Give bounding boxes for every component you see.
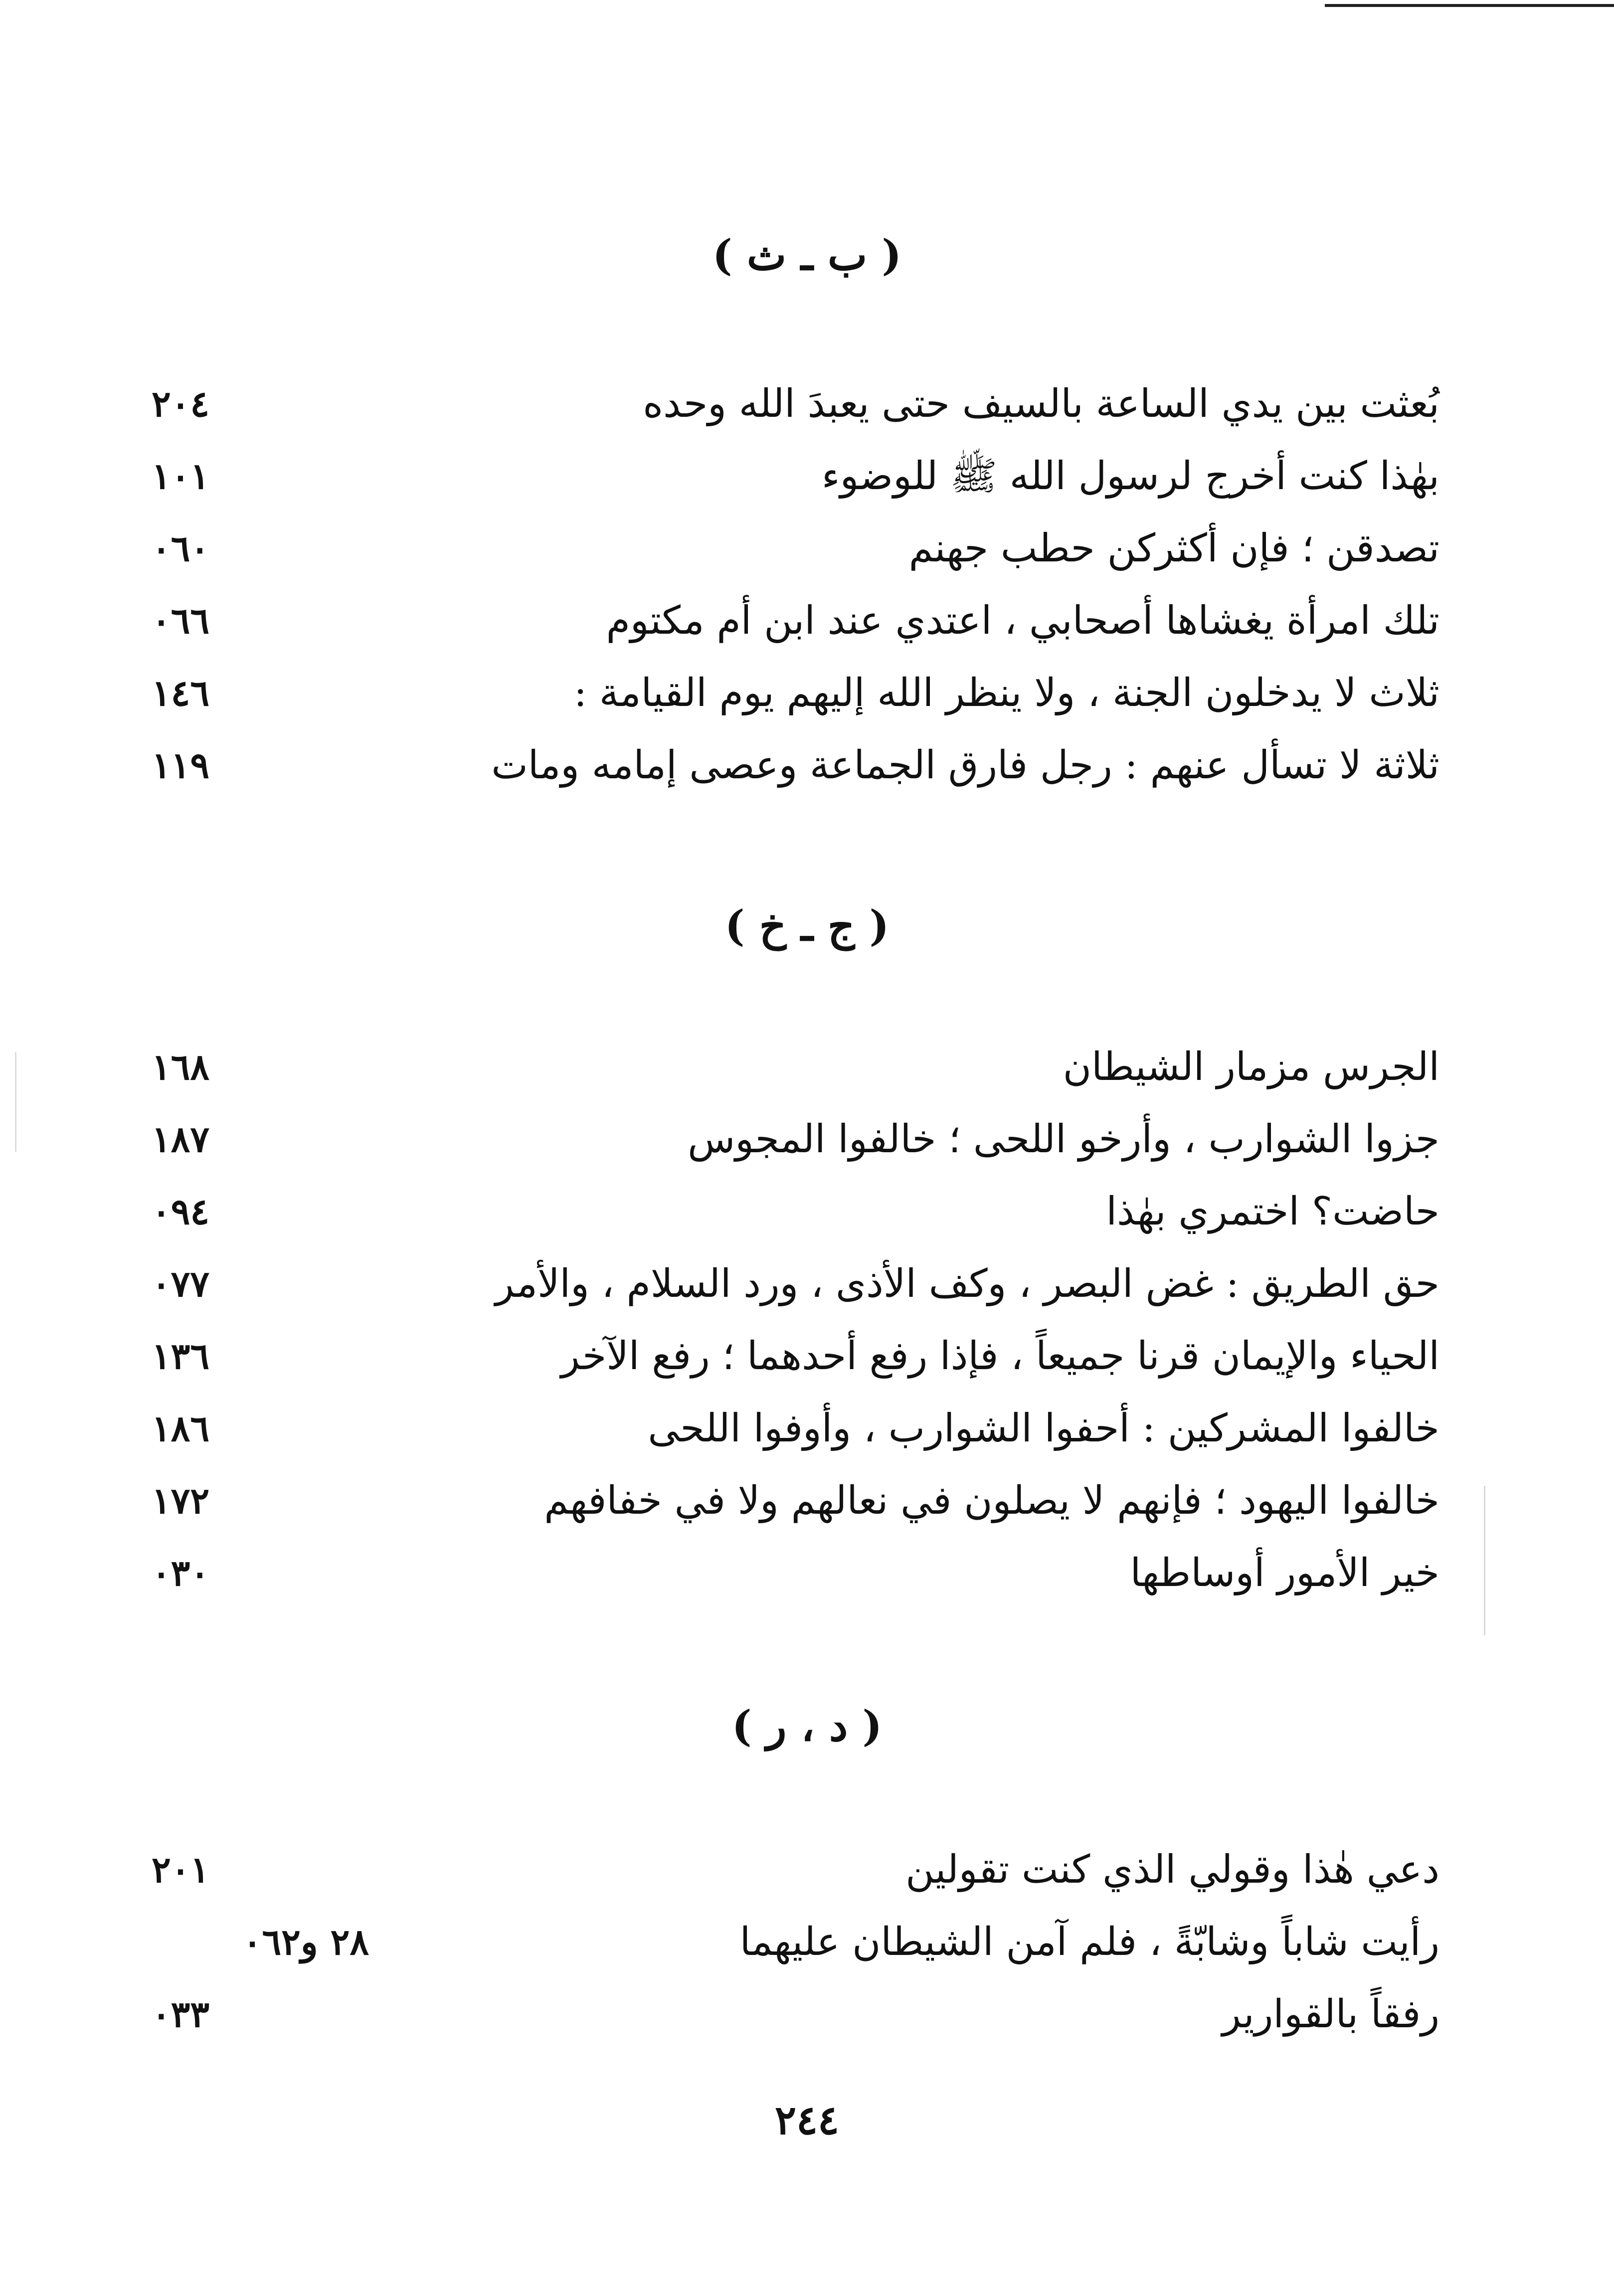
index-entry [0,586,1614,656]
hadith-text: الحياء والإيمان قرنا جميعاً ، فإذا رفع أحدهما ؛ رفع الآخر [560,1334,1439,1379]
hadith-text: بُعثت بين يدي الساعة بالسيف حتى يعبدَ الله وحده [643,381,1439,426]
page-reference: ١٨٦ [151,1407,209,1449]
hadith-text: تلك امرأة يغشاها أصحابي ، اعتدي عند ابن أم مكتوم [606,598,1439,643]
page-reference: ٠٧٧ [151,1262,209,1305]
hadith-text: بهٰذا كنت أخرج لرسول الله ﷺ للوضوء [821,454,1439,499]
page-reference: ١٠١ [151,455,209,497]
index-entry [0,369,1614,439]
page-reference: ٢٨ و٠٦٢ [242,1921,369,1963]
hadith-text: رأيت شاباً وشابّةً ، فلم آمن الشيطان عليهما [739,1920,1439,1964]
hadith-text: الجرس مزمار الشيطان [1063,1045,1439,1089]
page-reference: ٠٣٣ [151,1993,209,2035]
index-entry [0,1249,1614,1319]
index-entry [0,514,1614,583]
page-reference: ١٨٧ [151,1118,209,1160]
hadith-text: خالفوا اليهود ؛ فإنهم لا يصلون في نعالهم ولا في خفافهم [544,1478,1439,1523]
index-entry [0,1835,1614,1905]
page-reference: ١٧٢ [151,1479,209,1522]
page-reference: ٢٠٤ [151,382,209,425]
hadith-text: رفقاً بالقوارير [1222,1992,1439,2037]
hadith-text: خير الأمور أوساطها [1130,1551,1439,1595]
top-rule [1325,4,1614,7]
page-reference: ١١٩ [151,744,209,786]
page-reference: ١٦٨ [151,1046,209,1088]
index-entry [0,1466,1614,1536]
section-heading-ba-tha: ( ب ـ ث ) [712,230,902,280]
page-reference: ١٣٦ [151,1335,209,1377]
page-reference: ٠٣٠ [151,1552,209,1594]
index-entry [0,1177,1614,1246]
index-entry [0,441,1614,511]
index-entry [0,1321,1614,1391]
hadith-text: ثلاثة لا تسأل عنهم : رجل فارق الجماعة وعصى إمامه ومات [491,743,1439,788]
page-number: ٢٤٤ [775,2097,839,2143]
section-heading-dal-ra: ( د ، ر ) [731,1701,883,1751]
page-reference: ٠٦٦ [151,599,209,642]
hadith-text: خالفوا المشركين : أحفوا الشوارب ، وأوفوا اللحى [648,1406,1439,1451]
page-reference: ٠٩٤ [151,1190,209,1233]
page-reference: ١٤٦ [151,672,209,714]
hadith-text: تصدقن ؛ فإن أكثركن حطب جهنم [908,526,1439,571]
index-entry [0,1979,1614,2049]
page-reference: ٢٠١ [151,1848,209,1891]
index-entry [0,1538,1614,1608]
index-entry [0,1032,1614,1102]
section-heading-jim-kha: ( ج ـ خ ) [724,901,890,950]
index-entry [0,1104,1614,1174]
page-reference: ٠٦٠ [151,527,209,569]
hadith-text: دعي هٰذا وقولي الذي كنت تقولين [905,1847,1439,1892]
index-entry [0,730,1614,800]
hadith-text: حاضت؟ اختمري بهٰذا [1106,1189,1439,1234]
hadith-text: ثلاث لا يدخلون الجنة ، ولا ينظر الله إليهم يوم القيامة : [573,671,1439,715]
hadith-text: جزوا الشوارب ، وأرخو اللحى ؛ خالفوا المجوس [688,1117,1439,1162]
hadith-text: حق الطريق : غض البصر ، وكف الأذى ، ورد السلام ، والأمر [495,1261,1439,1306]
index-entry [0,1394,1614,1463]
index-entry [0,658,1614,728]
index-entry [0,1907,1614,1977]
